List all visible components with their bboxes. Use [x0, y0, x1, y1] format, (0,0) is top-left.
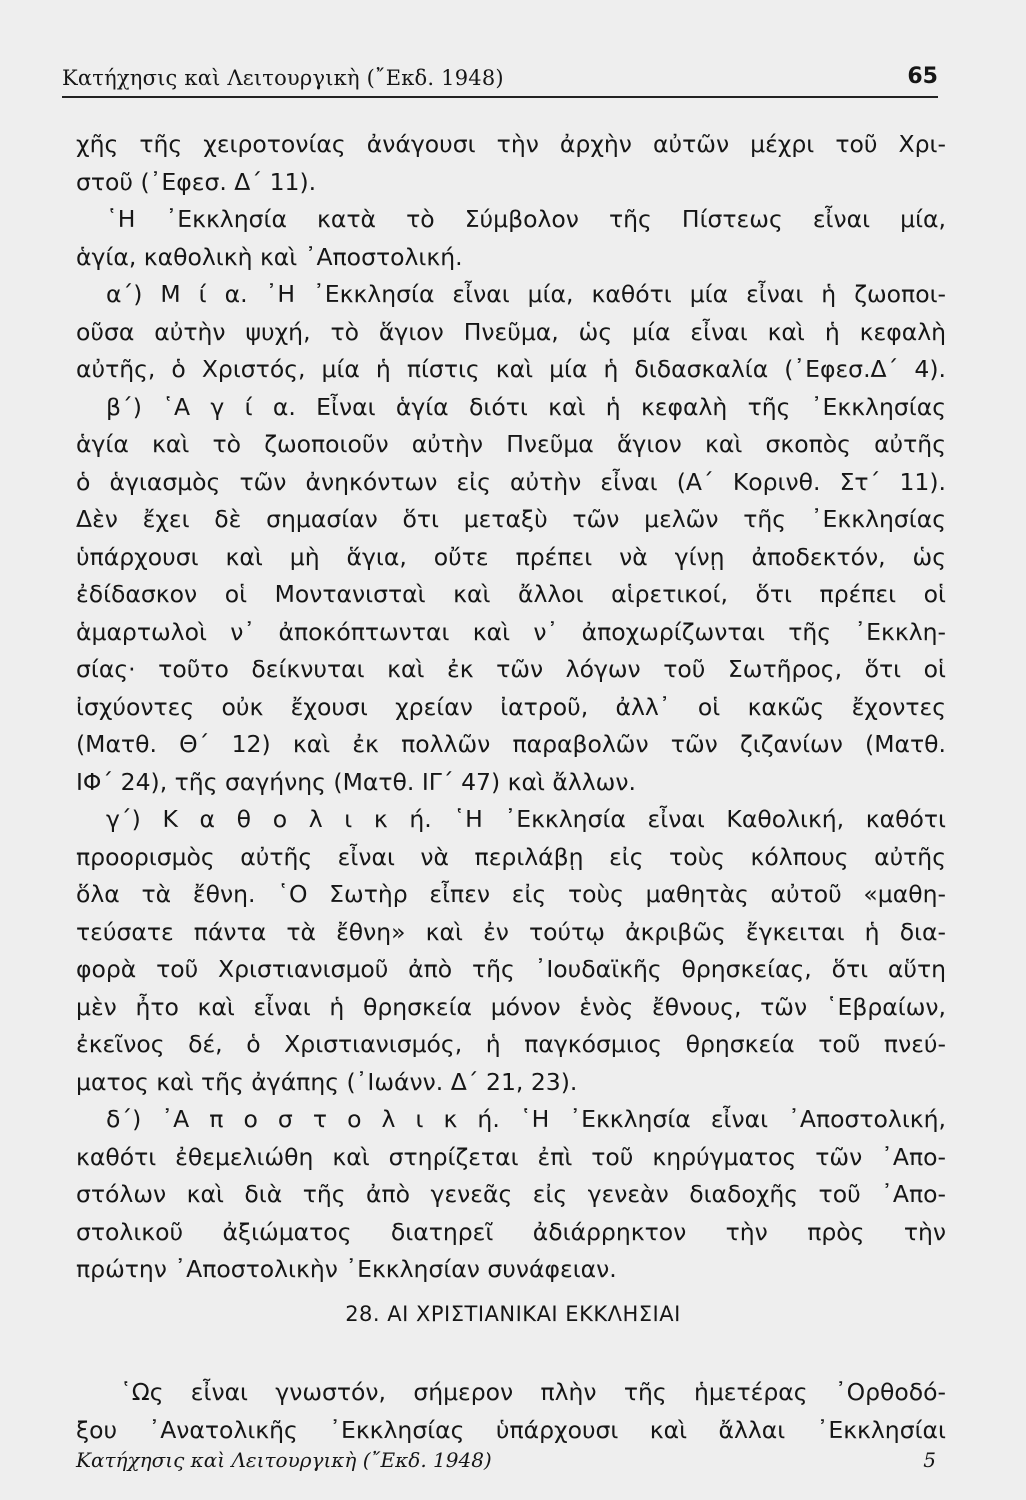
- text-line: πρώτην ᾿Αποστολικὴν ᾿Εκκλησίαν συνάφειαν.: [76, 1255, 617, 1283]
- text-line: Δὲν ἔχει δὲ σημασίαν ὅτι μεταξὺ τῶν μελῶν τῆς ᾿Εκκλησίας: [76, 505, 946, 533]
- page-number: 65: [907, 64, 938, 89]
- text-line: β΄) ῾Α γ ί α. Εἶναι ἁγία διότι καὶ ἡ κεφαλὴ τῆς ᾿Εκκλησίας: [106, 392, 946, 421]
- text-line: σίας· τοῦτο δείκνυται καὶ ἐκ τῶν λόγων τοῦ Σωτῆρος, ὅτι οἱ: [76, 655, 946, 683]
- text-line: καθότι ἐθεμελιώθη καὶ στηρίζεται ἐπὶ τοῦ κηρύγματος τῶν ᾿Απο-: [76, 1142, 946, 1171]
- text-line: ῾Ως εἶναι γνωστόν, σήμερον πλὴν τῆς ἡμετέρας ᾿Ορθοδό-: [120, 1378, 946, 1406]
- text-line: ἐκεῖνος δέ, ὁ Χριστιανισμός, ἡ παγκόσμιος θρησκεία τοῦ πνεύ-: [76, 1030, 946, 1058]
- page-footer: [76, 1448, 936, 1476]
- signature-mark: 5: [923, 1448, 936, 1472]
- section-text: [76, 1374, 946, 1449]
- text-line: στολικοῦ ἀξιώματος διατηρεῖ ἀδιάρρηκτον τὴν πρὸς τὴν: [76, 1217, 946, 1246]
- text-line: δ΄) ᾿Α π ο σ τ ο λ ι κ ή. ῾Η ᾿Εκκλησία εἶναι ᾿Αποστολική,: [106, 1105, 946, 1133]
- text-line: φορὰ τοῦ Χριστιανισμοῦ ἀπὸ τῆς ᾿Ιουδαϊκῆς θρησκείας, ὅτι αὕτη: [76, 955, 946, 983]
- text-line: στόλων καὶ διὰ τῆς ἀπὸ γενεᾶς εἰς γενεὰν διαδοχῆς τοῦ ᾿Απο-: [76, 1180, 946, 1208]
- text-line: ἐδίδασκον οἱ Μοντανισταὶ καὶ ἄλλοι αἱρετικοί, ὅτι πρέπει οἱ: [76, 580, 946, 608]
- text-line: ἁγία, καθολικὴ καὶ ᾿Αποστολική.: [76, 242, 463, 271]
- text-line: στοῦ (᾿Εφεσ. Δ΄ 11).: [76, 167, 317, 196]
- text-line: γ΄) Κ α θ ο λ ι κ ή. ῾Η ᾿Εκκλησία εἶναι Καθολική, καθότι: [106, 805, 946, 833]
- text-line: (Ματθ. Θ΄ 12) καὶ ἐκ πολλῶν παραβολῶν τῶν ζιζανίων (Ματθ.: [76, 730, 946, 758]
- text-line: μὲν ἦτο καὶ εἶναι ἡ θρησκεία μόνον ἑνὸς ἔθνους, τῶν ῾Εβραίων,: [76, 992, 946, 1021]
- text-line: τεύσατε πάντα τὰ ἔθνη» καὶ ἐν τούτῳ ἀκριβῶς ἔγκειται ἡ δια-: [76, 917, 946, 946]
- text-line: ὁ ἁγιασμὸς τῶν ἀνηκόντων εἰς αὐτὴν εἶναι (Α΄ Κορινθ. Στ΄ 11).: [76, 467, 946, 496]
- text-line: ἁγία καὶ τὸ ζωοποιοῦν αὐτὴν Πνεῦμα ἅγιον καὶ σκοπὸς αὐτῆς: [76, 430, 946, 458]
- footer-title: Κατήχησις καὶ Λειτουργικὴ (῎Εκδ. 1948): [76, 1448, 492, 1472]
- text-line: οῦσα αὐτὴν ψυχή, τὸ ἅγιον Πνεῦμα, ὡς μία εἶναι καὶ ἡ κεφαλὴ: [76, 317, 946, 346]
- text-line: προορισμὸς αὐτῆς εἶναι νὰ περιλάβῃ εἰς τοὺς κόλπους αὐτῆς: [76, 842, 946, 871]
- running-header-title: Κατήχησις καὶ Λειτουργικὴ (῎Εκδ. 1948): [62, 66, 504, 90]
- text-line: ξου ᾿Ανατολικῆς ᾿Εκκλησίας ὑπάρχουσι καὶ ἄλλαι ᾿Εκκλησίαι: [76, 1415, 946, 1444]
- text-line: ὅλα τὰ ἔθνη. ῾Ο Σωτὴρ εἶπεν εἰς τοὺς μαθητὰς αὐτοῦ «μαθη-: [76, 880, 946, 908]
- body-text: [76, 126, 946, 1289]
- text-line: ἁμαρτωλοὶ ν᾿ ἀποκόπτωνται καὶ ν᾿ ἀποχωρίζωνται τῆς ᾿Εκκλη-: [76, 617, 946, 646]
- running-header: [62, 66, 938, 98]
- text-line: χῆς τῆς χειροτονίας ἀνάγουσι τὴν ἀρχὴν αὐτῶν μέχρι τοῦ Χρι-: [76, 130, 946, 158]
- text-line: ὑπάρχουσι καὶ μὴ ἅγια, οὔτε πρέπει νὰ γίνῃ ἀποδεκτόν, ὡς: [76, 542, 946, 571]
- text-line: αὐτῆς, ὁ Χριστός, μία ἡ πίστις καὶ μία ἡ διδασκαλία (᾿Εφεσ.Δ΄ 4).: [76, 355, 946, 383]
- text-line: α΄) Μ ί α. ᾿Η ᾿Εκκλησία εἶναι μία, καθότι μία εἶναι ἡ ζωοποι-: [106, 280, 946, 308]
- text-line: ἰσχύοντες οὐκ ἔχουσι χρείαν ἰατροῦ, ἀλλ᾿ οἱ κακῶς ἔχοντες: [76, 692, 946, 721]
- text-line: ῾Η ᾿Εκκλησία κατὰ τὸ Σύμβολον τῆς Πίστεως εἶναι μία,: [106, 205, 946, 233]
- text-line: ματος καὶ τῆς ἀγάπης (᾿Ιωάνν. Δ΄ 21, 23).: [76, 1067, 578, 1096]
- text-line: ΙΦ΄ 24), τῆς σαγήνης (Ματθ. ΙΓ΄ 47) καὶ ἄλλων.: [76, 767, 636, 796]
- section-heading: 28. ΑΙ ΧΡΙΣΤΙΑΝΙΚΑΙ ΕΚΚΛΗΣΙΑΙ: [345, 1302, 681, 1326]
